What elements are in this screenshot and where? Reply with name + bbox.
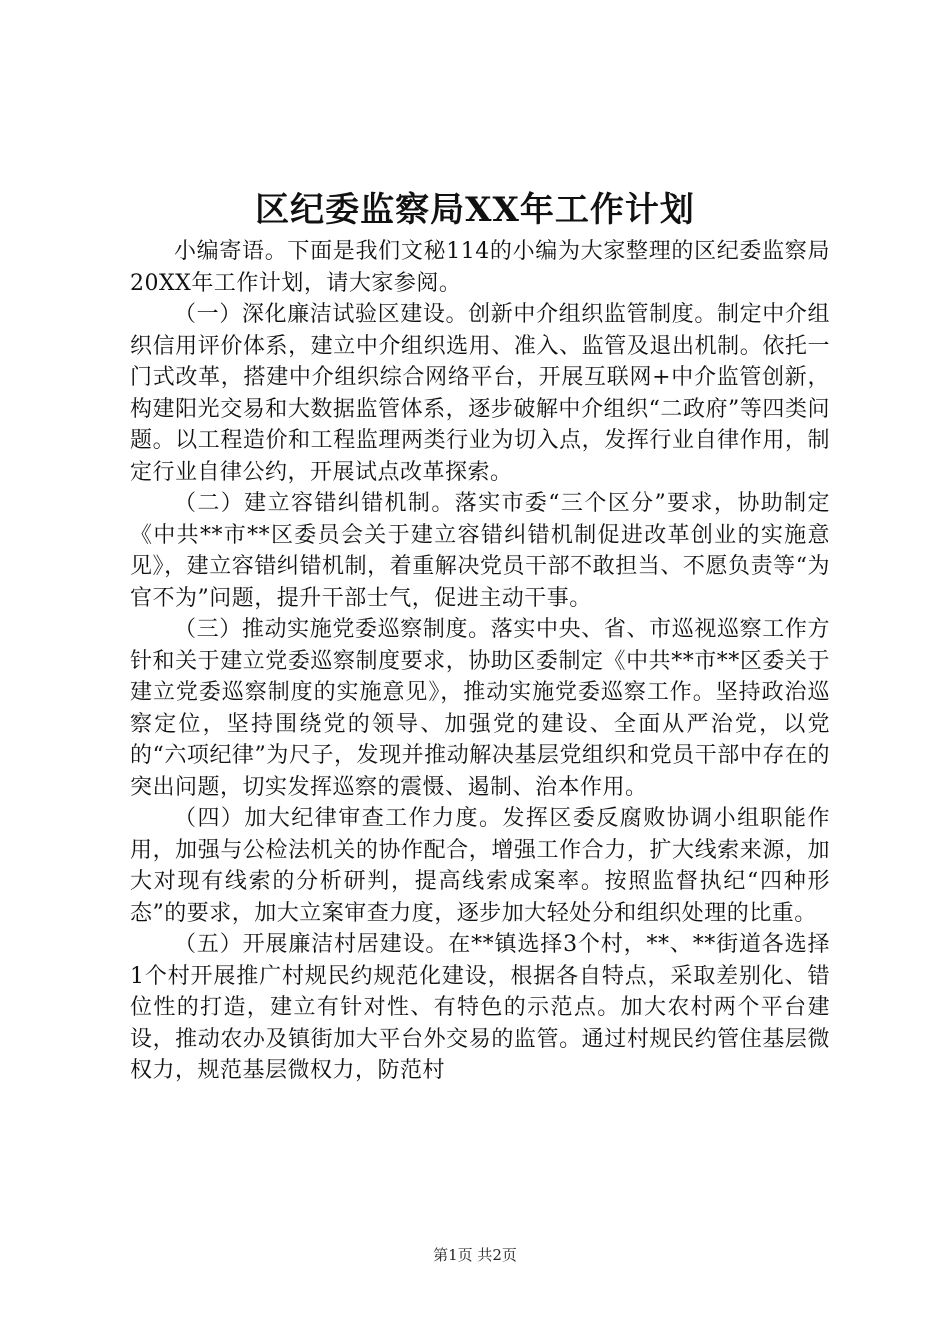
paragraph-section-2: （二）建立容错纠错机制。落实市委“三个区分”要求，协助制定《中共**市**区委员会关于建立容错纠错机制促进改革创业的实施意见》，建立容错纠错机制，着重解决党员干部不敢担当、不愿负责等“为官不为”问题，提升干部士气，促进主动干事。: [130, 491, 830, 611]
document-body: [130, 236, 830, 1087]
paragraph-section-5: （五）开展廉洁村居建设。在**镇选择3个村，**、**街道各选择1个村开展推广村规民约规范化建设，根据各自特点，采取差别化、错位性的打造，建立有针对性、有特色的示范点。加大农村两个平台建设，推动农办及镇街加大平台外交易的监管。通过村规民约管住基层微权力，规范基层微权力，防范村: [130, 932, 830, 1083]
paragraph-section-3: （三）推动实施党委巡察制度。落实中央、省、市巡视巡察工作方针和关于建立党委巡察制度要求，协助区委制定《中共**市**区委关于建立党委巡察制度的实施意见》，推动实施党委巡察工作。坚持政治巡察定位，坚持围绕党的领导、加强党的建设、全面从严治党，以党的“六项纪律”为尺子，发现并推动解决基层党组织和党员干部中存在的突出问题，切实发挥巡察的震慑、遏制、治本作用。: [130, 617, 830, 800]
document-title: 区纪委监察局XX年工作计划: [255, 190, 695, 230]
paragraph-section-1: （一）深化廉洁试验区建设。创新中介组织监管制度。制定中介组织信用评价体系，建立中介组织选用、准入、监管及退出机制。依托一门式改革，搭建中介组织综合网络平台，开展互联网+中介监管创新，构建阳光交易和大数据监管体系，逐步破解中介组织“二政府”等四类问题。以工程造价和工程监理两类行业为切入点，发挥行业自律作用，制定行业自律公约，开展试点改革探索。: [130, 302, 830, 485]
paragraph-section-4: （四）加大纪律审查工作力度。发挥区委反腐败协调小组职能作用，加强与公检法机关的协作配合，增强工作合力，扩大线索来源，加大对现有线索的分析研判，提高线索成案率。按照监督执纪“四种形态”的要求，加大立案审查力度，逐步加大轻处分和组织处理的比重。: [130, 806, 830, 926]
intro-paragraph: 小编寄语。下面是我们文秘114的小编为大家整理的区纪委监察局20XX年工作计划，请大家参阅。: [130, 239, 830, 296]
page-number-footer: 第1页 共2页: [433, 1246, 517, 1264]
